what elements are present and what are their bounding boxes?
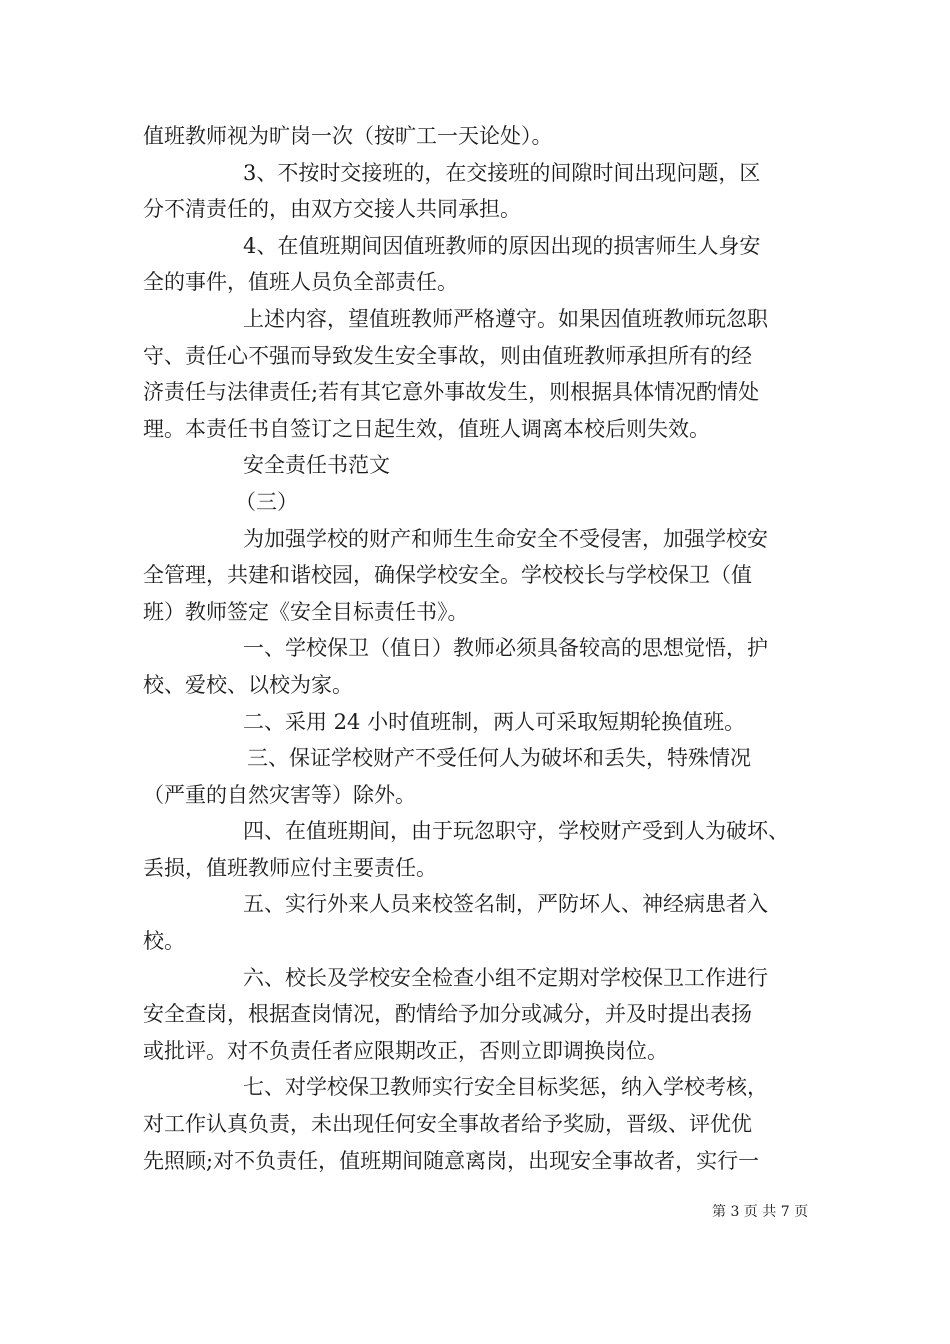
text-line: 全的事件，值班人员负全部责任。 [143, 270, 458, 295]
text-line: 守、责任心不强而导致发生安全事故，则由值班教师承担所有的经 [143, 343, 752, 368]
paragraph-clause-2 [143, 704, 823, 741]
text-line: 济责任与法律责任;若有其它意外事故发生，则根据具体情况酌情处 [143, 380, 760, 405]
paragraph-continued [143, 118, 823, 155]
text-line: 值班教师视为旷岗一次（按旷工一天论处）。 [143, 124, 553, 148]
paragraph-intro [143, 521, 823, 631]
text-line: 4、在值班期间因值班教师的原因出现的损害师生人身安 [243, 233, 761, 258]
paragraph-summary [143, 301, 823, 447]
text-line: 七、对学校保卫教师实行安全目标奖惩，纳入学校考核， [243, 1075, 768, 1100]
text-line: 为加强学校的财产和师生生命安全不受侵害，加强学校安 [243, 526, 768, 551]
text-line: 对工作认真负责，未出现任何安全事故者给予奖励，晋级、评优优 [143, 1112, 752, 1137]
text-line: 先照顾;对不负责任，值班期间随意离岗，出现安全事故者，实行一 [143, 1148, 760, 1173]
text-line: 三、保证学校财产不受任何人为破坏和丢失，特殊情况 [247, 746, 751, 771]
text-line: 安全查岗，根据查岗情况，酌情给予加分或减分，并及时提出表扬 [143, 1002, 752, 1027]
text-line: 上述内容，望值班教师严格遵守。如果因值班教师玩忽职 [243, 306, 768, 331]
text-line: 班）教师签定《安全目标责任书》。 [143, 599, 469, 624]
heading-title: 安全责任书范文 [243, 453, 390, 478]
text-line: 3、不按时交接班的，在交接班的间隙时间出现问题，区 [243, 160, 761, 185]
text-line: 二、采用 24 小时值班制，两人可采取短期轮换值班。 [243, 709, 746, 734]
paragraph-clause-5 [143, 886, 823, 959]
text-line: 分不清责任的，由双方交接人共同承担。 [143, 197, 521, 222]
text-line: 五、实行外来人员来校签名制，严防坏人、神经病患者入 [243, 892, 768, 917]
paragraph-clause-7 [143, 1069, 823, 1179]
text-line: 校、爱校、以校为家。 [143, 672, 353, 697]
paragraph-clause-1 [143, 630, 823, 703]
text-line: 四、在值班期间，由于玩忽职守，学校财产受到人为破坏、 [243, 819, 789, 844]
text-line: 六、校长及学校安全检查小组不定期对学校保卫工作进行 [243, 965, 768, 990]
paragraph-item-3 [143, 155, 823, 228]
text-line: （严重的自然灾害等）除外。 [143, 782, 416, 807]
document-body [143, 118, 823, 1179]
heading-subtitle: （三） [235, 489, 298, 514]
paragraph-clause-6 [143, 960, 823, 1070]
paragraph-clause-4 [143, 813, 823, 886]
text-line: 理。本责任书自签订之日起生效，值班人调离本校后则失效。 [143, 416, 710, 441]
text-line: 丢损，值班教师应付主要责任。 [143, 855, 437, 880]
section-heading [143, 447, 823, 520]
paragraph-clause-3 [143, 740, 823, 813]
text-line: 或批评。对不负责任者应限期改正，否则立即调换岗位。 [143, 1038, 668, 1063]
text-line: 校。 [143, 929, 185, 954]
page-number: 第 3 页 共 7 页 [712, 1204, 809, 1220]
text-line: 全管理，共建和谐校园，确保学校安全。学校校长与学校保卫（值 [143, 563, 752, 588]
text-line: 一、学校保卫（值日）教师必须具备较高的思想觉悟，护 [243, 636, 768, 661]
paragraph-item-4 [143, 228, 823, 301]
